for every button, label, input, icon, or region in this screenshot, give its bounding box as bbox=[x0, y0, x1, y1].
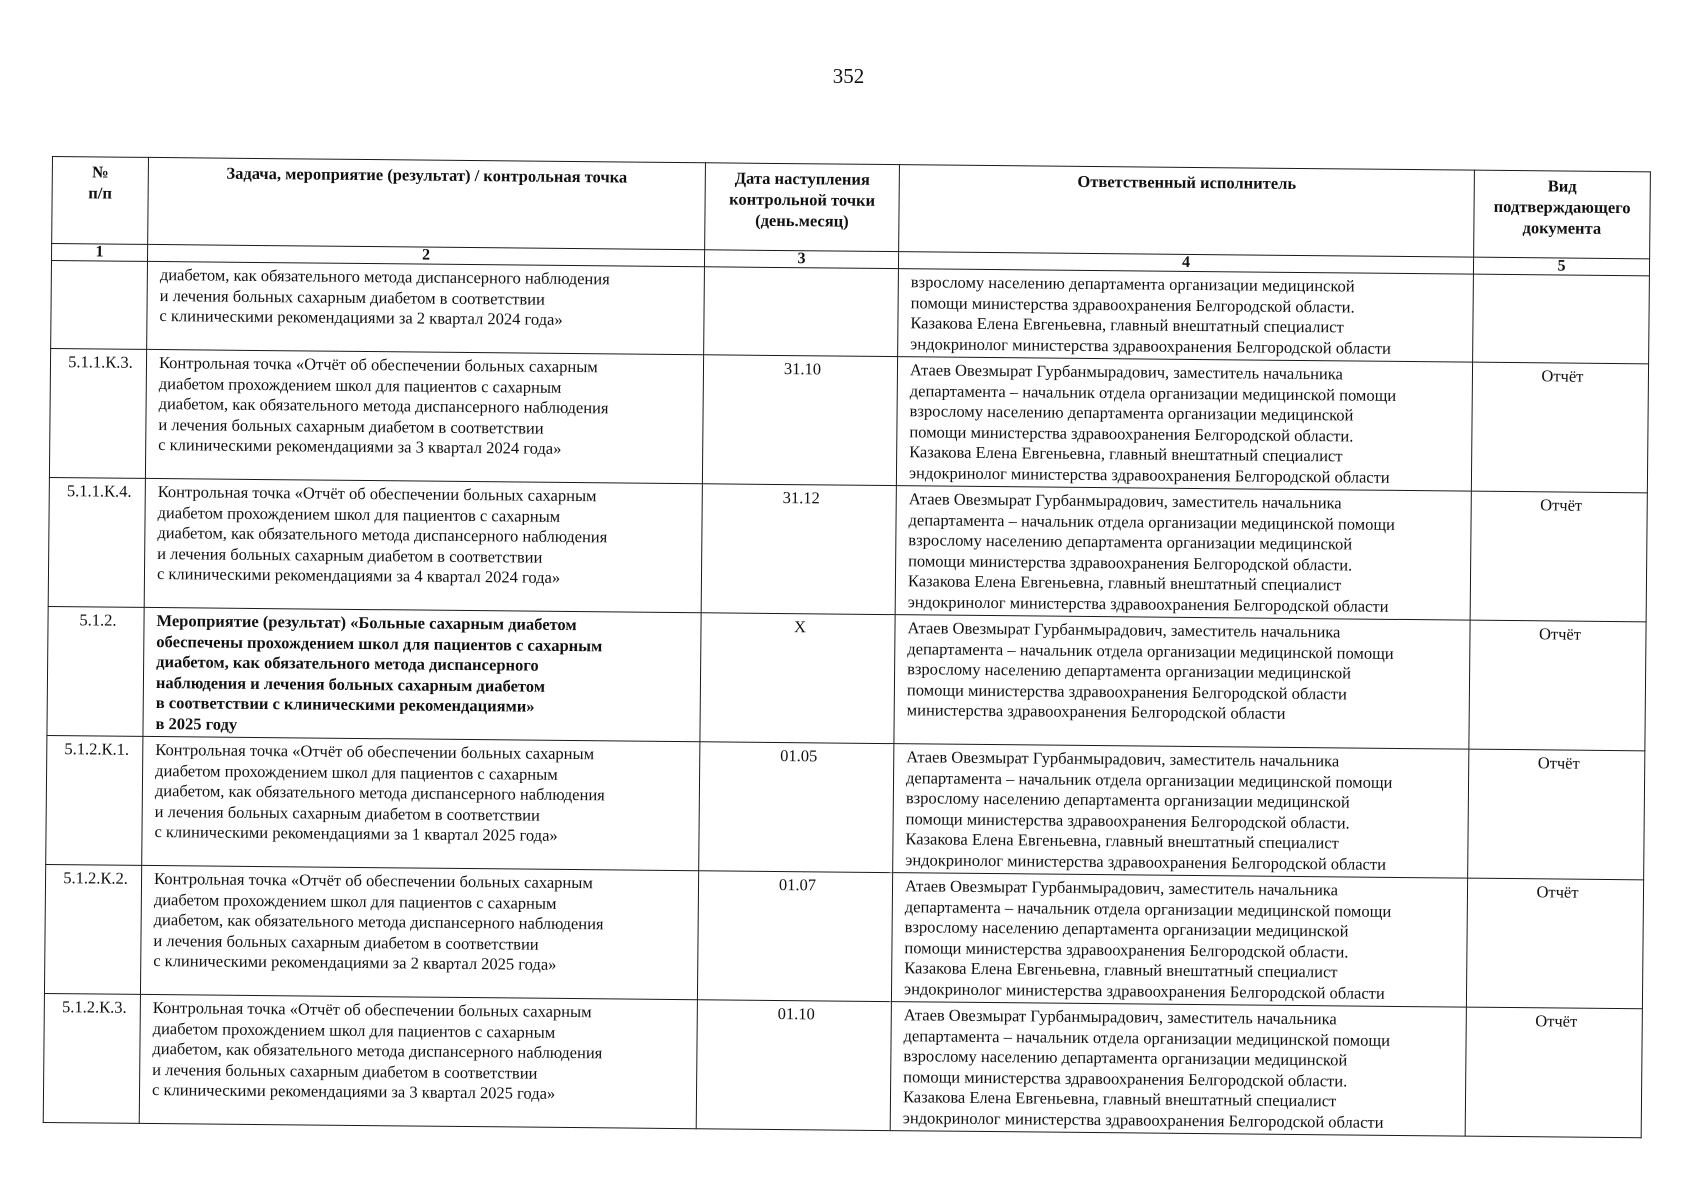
header-task: Задача, мероприятие (результат) / контрольная точка bbox=[148, 157, 706, 249]
row-responsible: Атаев Овезмырат Гурбанмырадович, заместитель начальника департамента – начальник отдела организации медицинской помощи взрослому населению департамента организации медицинской помощи министерства здравоохранения Белгородской области. Казакова Елена Евгеньевна, главный внештатный специалист эндокринолог министерства здравоохранения Белгородской области bbox=[893, 744, 1469, 879]
header-responsible: Ответственный исполнитель bbox=[899, 165, 1475, 258]
row-task: Контрольная точка «Отчёт об обеспечении больных сахарным диабетом прохождением школ для пациентов с сахарным диабетом, как обязательного метода диспансерного наблюдения и лечения больных сахарным диабетом в соответствии с клиническими рекомендациями за 3 квартал 2024 года» bbox=[145, 349, 703, 483]
control-points-table bbox=[43, 156, 1651, 1138]
row-date: 31.10 bbox=[702, 355, 897, 486]
table-row bbox=[51, 261, 1650, 364]
row-number bbox=[51, 261, 148, 350]
row-document-type: Отчёт bbox=[1468, 749, 1645, 880]
row-task: Контрольная точка «Отчёт об обеспечении больных сахарным диабетом прохождением школ для пациентов с сахарным диабетом, как обязательного метода диспансерного наблюдения и лечения больных сахарным диабетом в соответствии с клиническими рекомендациями за 2 квартал 2025 года» bbox=[140, 865, 698, 999]
row-number: 5.1.2.К.3. bbox=[43, 993, 140, 1123]
column-number: 3 bbox=[704, 250, 898, 269]
column-number: 5 bbox=[1473, 257, 1649, 276]
row-date: Х bbox=[700, 613, 895, 744]
table-row bbox=[49, 348, 1648, 492]
row-document-type: Отчёт bbox=[1471, 362, 1648, 493]
row-responsible: Атаев Овезмырат Гурбанмырадович, заместитель начальника департамента – начальник отдела организации медицинской помощи взрослому населению департамента организации медицинской помощи министерства здравоохранения Белгородской области. Казакова Елена Евгеньевна, главный внештатный специалист эндокринолог министерства здравоохранения Белгородской области bbox=[896, 357, 1472, 492]
row-number: 5.1.1.К.4. bbox=[48, 477, 145, 607]
column-number: 4 bbox=[898, 252, 1473, 275]
row-responsible: Атаев Овезмырат Гурбанмырадович, заместитель начальника департамента – начальник отдела организации медицинской помощи взрослому населению департамента организации медицинской помощи министерства здравоохранения Белгородской области. Казакова Елена Евгеньевна, главный внештатный специалист эндокринолог министерства здравоохранения Белгородской области bbox=[895, 486, 1471, 621]
header-date: Дата наступления контрольной точки (день.месяц) bbox=[705, 163, 900, 252]
table-body bbox=[43, 261, 1649, 1138]
row-document-type: Отчёт bbox=[1466, 878, 1643, 1009]
row-date: 01.10 bbox=[696, 1000, 891, 1131]
row-document-type: Отчёт bbox=[1465, 1007, 1642, 1138]
table-row bbox=[47, 606, 1646, 750]
table-row bbox=[46, 735, 1645, 879]
header-number: № п/п bbox=[52, 157, 149, 245]
row-document-type bbox=[1473, 274, 1650, 364]
row-responsible: Атаев Овезмырат Гурбанмырадович, заместитель начальника департамента – начальник отдела организации медицинской помощи взрослому населению департамента организации медицинской помощи министерства здравоохранения Белгородской области. Казакова Елена Евгеньевна, главный внештатный специалист эндокринолог министерства здравоохранения Белгородской области bbox=[890, 1002, 1466, 1137]
row-date bbox=[704, 267, 899, 357]
row-number: 5.1.2.К.2. bbox=[44, 864, 141, 994]
table-row bbox=[44, 864, 1643, 1008]
row-number: 5.1.2.К.1. bbox=[46, 735, 143, 865]
row-task: Контрольная точка «Отчёт об обеспечении больных сахарным диабетом прохождением школ для пациентов с сахарным диабетом, как обязательного метода диспансерного наблюдения и лечения больных сахарным диабетом в соответствии с клиническими рекомендациями за 3 квартал 2025 года» bbox=[139, 994, 697, 1128]
row-document-type: Отчёт bbox=[1469, 620, 1646, 751]
row-document-type: Отчёт bbox=[1470, 491, 1647, 622]
row-task: Контрольная точка «Отчёт об обеспечении больных сахарным диабетом прохождением школ для пациентов с сахарным диабетом, как обязательного метода диспансерного наблюдения и лечения больных сахарным диабетом в соответствии с клиническими рекомендациями за 4 квартал 2024 года» bbox=[144, 478, 702, 612]
row-date: 01.05 bbox=[699, 742, 894, 873]
header-row bbox=[52, 157, 1651, 259]
row-task: Контрольная точка «Отчёт об обеспечении больных сахарным диабетом прохождением школ для пациентов с сахарным диабетом, как обязательного метода диспансерного наблюдения и лечения больных сахарным диабетом в соответствии с клиническими рекомендациями за 1 квартал 2025 года» bbox=[142, 736, 700, 870]
table-row bbox=[48, 477, 1647, 621]
page-number: 352 bbox=[832, 64, 865, 88]
column-number: 1 bbox=[51, 244, 147, 262]
row-date: 01.07 bbox=[697, 871, 892, 1002]
table-row bbox=[43, 993, 1642, 1137]
row-date: 31.12 bbox=[701, 484, 896, 615]
column-number: 2 bbox=[147, 244, 704, 266]
row-responsible: взрослому населению департамента организации медицинской помощи министерства здравоохранения Белгородской области. Казакова Елена Евгеньевна, главный внештатный специалист эндокринолог министерства здравоохранения Белгородской области bbox=[898, 269, 1474, 363]
row-responsible: Атаев Овезмырат Гурбанмырадович, заместитель начальника департамента – начальник отдела организации медицинской помощи взрослому населению департамента организации медицинской помощи министерства здравоохранения Белгородской области. Казакова Елена Евгеньевна, главный внештатный специалист эндокринолог министерства здравоохранения Белгородской области bbox=[891, 873, 1467, 1008]
row-number: 5.1.1.К.3. bbox=[49, 348, 146, 478]
row-responsible: Атаев Овезмырат Гурбанмырадович, заместитель начальника департамента – начальник отдела организации медицинской помощи взрослому населению департамента организации медицинской помощи министерства здравоохранения Белгородской области министерства здравоохранения Белгородской области bbox=[894, 615, 1470, 750]
header-document: Вид подтверждающего документа bbox=[1474, 170, 1651, 259]
row-task: Мероприятие (результат) «Больные сахарным диабетом обеспечены прохождением школ для пациентов с сахарным диабетом, как обязательного метода диспансерного наблюдения и лечения больных сахарным диабетом в соответствии с клиническими рекомендациями» в 2025 году bbox=[143, 607, 701, 741]
row-task: диабетом, как обязательного метода диспансерного наблюдения и лечения больных сахарным диабетом в соответствии с клиническими рекомендациями за 2 квартал 2024 года» bbox=[147, 261, 705, 354]
row-number: 5.1.2. bbox=[47, 606, 144, 736]
